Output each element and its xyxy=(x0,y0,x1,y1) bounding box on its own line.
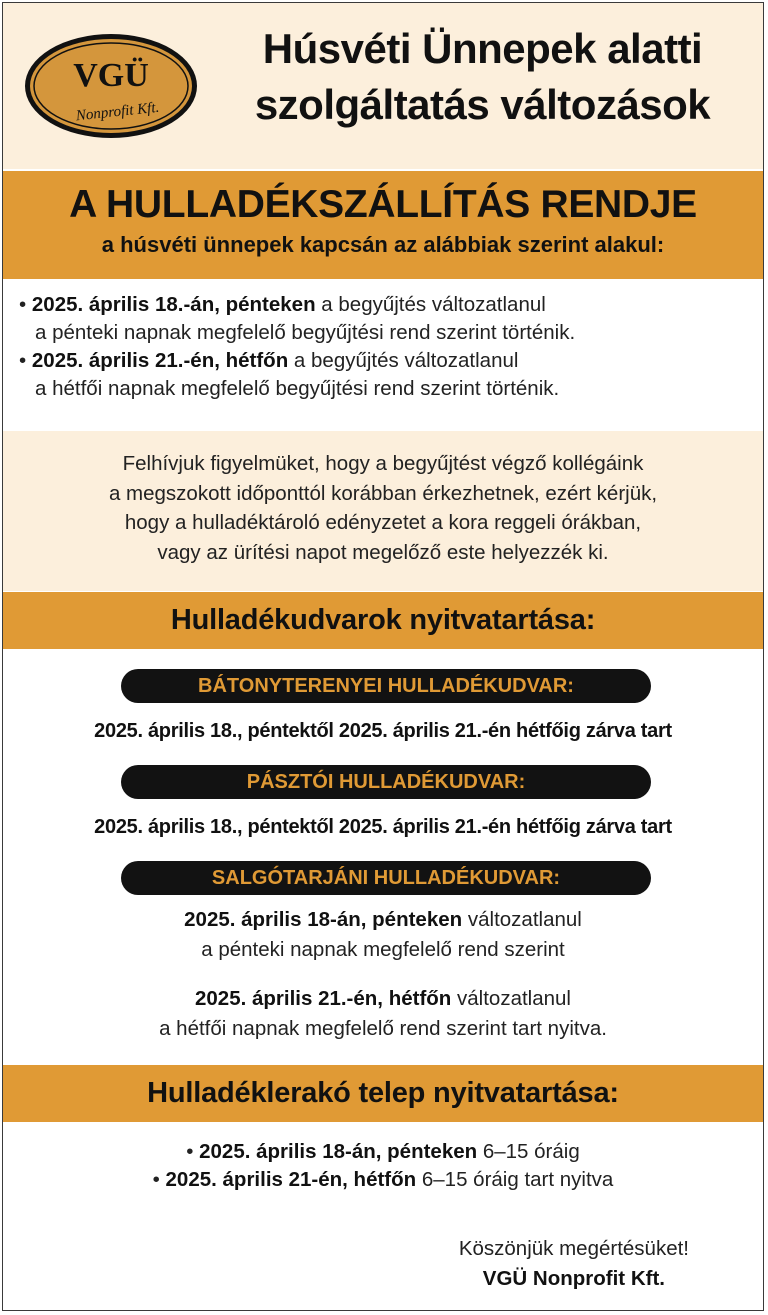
yard-text-line2: a hétfői napnak megfelelő rend szerint tart nyitva. xyxy=(159,1017,607,1040)
yards-banner xyxy=(3,592,763,649)
yard-date: 2025. április 18-án, pénteken xyxy=(184,908,463,931)
header xyxy=(3,3,763,169)
bullet-icon: • xyxy=(19,293,27,316)
vgu-logo xyxy=(21,30,201,142)
collection-banner xyxy=(3,171,763,279)
item-date: 2025. április 18.-án, pénteken xyxy=(31,293,316,316)
landfill-section xyxy=(3,1122,763,1311)
list-item xyxy=(153,1166,614,1194)
collection-subheading: a húsvéti ünnepek kapcsán az alábbiak szerint alakul: xyxy=(101,232,665,257)
yards-section xyxy=(3,649,763,1063)
yard-hours-batonyterenye: 2025. április 18., péntektől 2025. április 21.-én hétfőig zárva tart xyxy=(94,720,672,742)
notice-line: hogy a hulladéktároló edényzetet a kora reggeli órákban, xyxy=(124,511,642,534)
bullet-icon: • xyxy=(186,1140,194,1163)
item-continuation: a pénteki napnak megfelelő begyűjtési rend szerint történik. xyxy=(35,321,576,344)
thanks-text: Köszönjük megértésüket! xyxy=(458,1237,689,1260)
yard-label-batonyterenye: BÁTONYTERENYEI HULLADÉKUDVAR: xyxy=(121,669,651,703)
yard-date: 2025. április 21.-én, hétfőn xyxy=(194,987,452,1010)
item-date: 2025. április 21-én, hétfőn xyxy=(165,1168,417,1191)
signature: VGÜ Nonprofit Kft. xyxy=(482,1267,665,1290)
notice-line: Felhívjuk figyelmüket, hogy a begyűjtést végző kollégáink xyxy=(122,452,644,475)
notice-line: vagy az ürítési napot megelőző este helyezzék ki. xyxy=(157,540,609,564)
logo-subtext: Nonprofit Kft. xyxy=(75,99,161,125)
page-title xyxy=(208,21,757,133)
poster xyxy=(2,2,764,1311)
vgu-logo-emblem xyxy=(21,30,201,142)
item-text: a begyűjtés változatlanul xyxy=(288,349,519,372)
item-date: 2025. április 21.-én, hétfőn xyxy=(31,349,289,372)
closing xyxy=(459,1234,689,1294)
yards-heading: Hulladékudvarok nyitvatartása: xyxy=(170,604,596,636)
bullet-icon: • xyxy=(152,1168,160,1191)
yard-label-salgotarjan: SALGÓTARJÁNI HULLADÉKUDVAR: xyxy=(121,861,651,895)
yard-text: változatlanul xyxy=(462,908,582,931)
list-item xyxy=(186,1138,580,1166)
item-text: 6–15 óráig xyxy=(477,1140,580,1163)
item-text: a begyűjtés változatlanul xyxy=(315,293,546,316)
yard-text-line2: a pénteki napnak megfelelő rend szerint xyxy=(201,938,565,961)
yard-label-paszto: PÁSZTÓI HULLADÉKUDVAR: xyxy=(121,765,651,799)
bullet-icon: • xyxy=(19,349,27,372)
landfill-banner xyxy=(3,1065,763,1122)
yard-hours-paszto: 2025. április 18., péntektől 2025. április 21.-én hétfőig zárva tart xyxy=(94,816,672,838)
yard-text: változatlanul xyxy=(451,987,571,1010)
notice xyxy=(3,431,763,591)
landfill-heading: Hulladéklerakó telep nyitvatartása: xyxy=(147,1077,619,1109)
collection-heading: A HULLADÉKSZÁLLÍTÁS RENDJE xyxy=(69,183,697,226)
item-text: 6–15 óráig tart nyitva xyxy=(416,1168,614,1191)
item-continuation: a hétfői napnak megfelelő begyűjtési rend szerint történik. xyxy=(35,377,560,400)
title-line-2: szolgáltatás változások xyxy=(254,81,711,128)
collection-list xyxy=(3,279,763,429)
list-item xyxy=(19,347,763,403)
yard-hours-salgotarjan-monday xyxy=(3,984,763,1044)
item-date: 2025. április 18-án, pénteken xyxy=(199,1140,478,1163)
title-line-1: Húsvéti Ünnepek alatti xyxy=(262,25,703,72)
notice-line: a megszokott időponttól korábban érkezhetnek, ezért kérjük, xyxy=(108,481,658,505)
list-item xyxy=(19,291,763,347)
yard-hours-salgotarjan-friday xyxy=(3,905,763,965)
logo-text: VGÜ xyxy=(73,57,149,94)
landfill-list xyxy=(3,1138,763,1194)
